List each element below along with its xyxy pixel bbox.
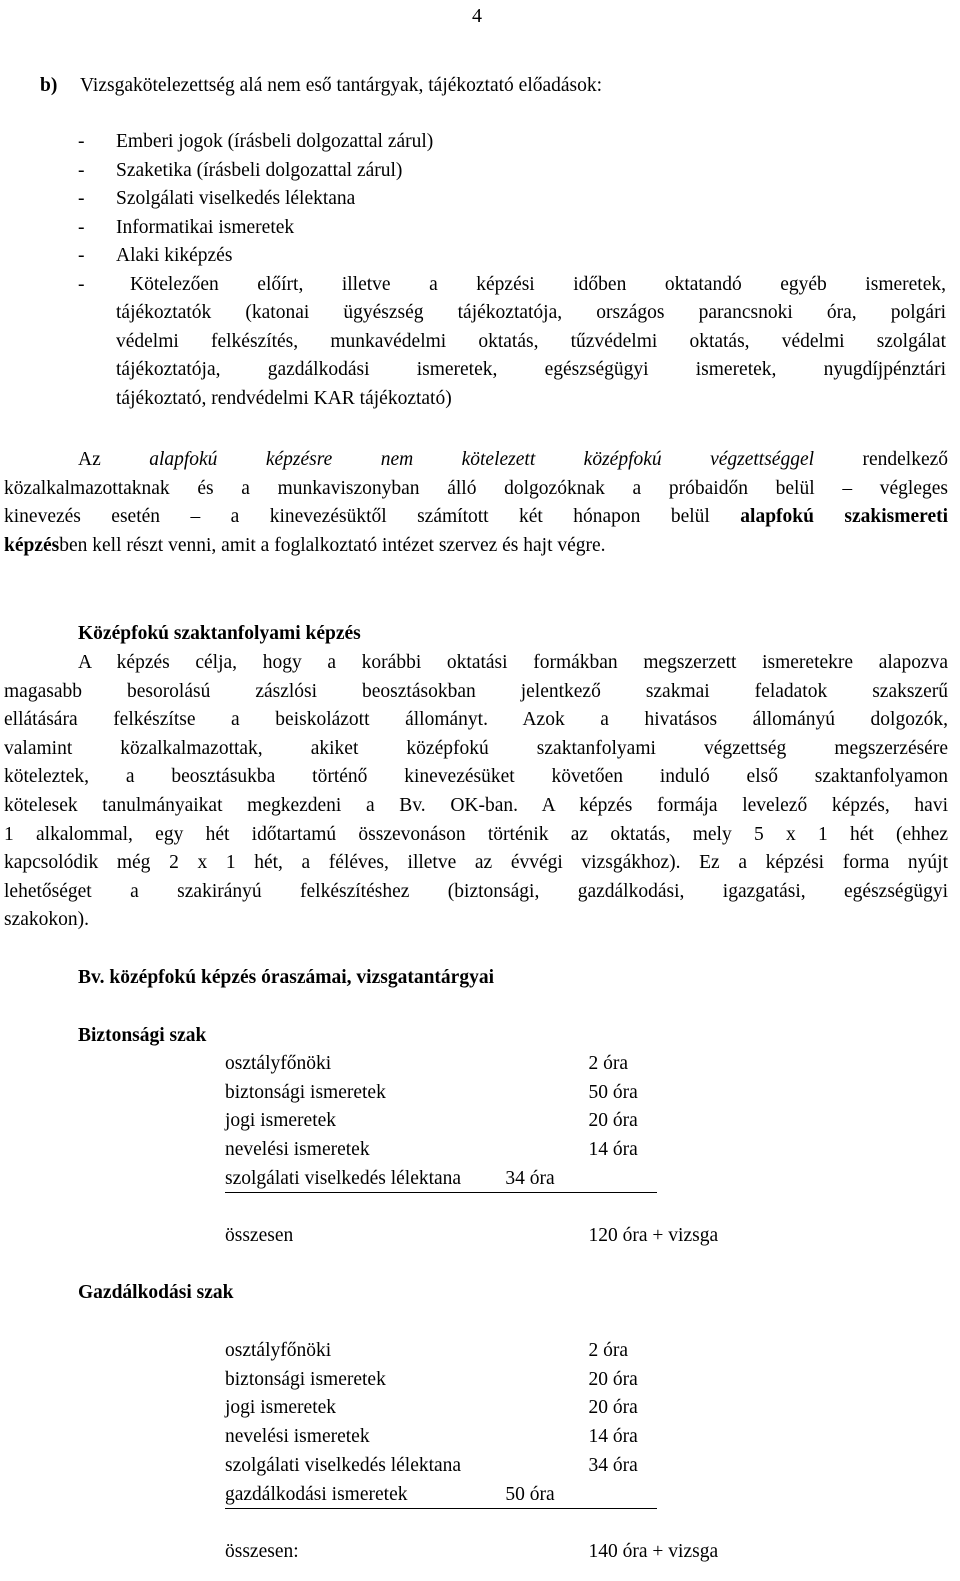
subject-name: gazdálkodási ismeretek xyxy=(225,1484,408,1505)
total-row xyxy=(225,1222,785,1251)
text-line xyxy=(4,503,948,532)
bold-text: képzés xyxy=(4,534,60,556)
list-item xyxy=(78,242,946,271)
table-row xyxy=(225,1366,785,1395)
subject-hours: 20 óra xyxy=(588,1369,638,1390)
subject-hours: 50 óra xyxy=(505,1484,555,1505)
table-row xyxy=(225,1452,785,1481)
list-item-long xyxy=(78,271,946,300)
section-b-title: Vizsgakötelezettség alá nem eső tantárgyak, tájékoztató előadások: xyxy=(80,75,603,96)
subject-name: biztonsági ismeretek xyxy=(225,1082,386,1103)
subject-hours: 34 óra xyxy=(505,1168,555,1189)
text-line: ellátására felkészítse a beiskolázott állományt. Azok a hivatásos állományú dolgozók, xyxy=(4,709,948,731)
bold-text: alapfokú szakismereti xyxy=(740,506,949,528)
subject-name: szolgálati viselkedés lélektana xyxy=(225,1168,462,1189)
text-span: Az xyxy=(78,449,101,470)
table-row xyxy=(225,1107,785,1136)
page-number: 4 xyxy=(472,5,482,27)
total-label: összesen xyxy=(225,1225,294,1246)
text-line: lehetőséget a szakirányú felkészítéshez (biztonsági, gazdálkodási, igazgatási, egészségügyi xyxy=(4,880,948,902)
table-row-underlined xyxy=(225,1481,657,1509)
text-line: tájékoztatója, gazdálkodási ismeretek, egészségügyi ismeretek, nyugdíjpénztári xyxy=(116,359,946,381)
list-item xyxy=(78,157,946,186)
list-item xyxy=(78,185,946,214)
section-heading-kozepfoku: Középfokú szaktanfolyami képzés xyxy=(78,623,361,644)
text-line: közalkalmazottaknak és a munkaviszonyban álló dolgozóknak a próbaidőn belül – végleges xyxy=(4,477,948,499)
italic-text: alapfokú képzésre nem kötelezett középfokú végzettséggel xyxy=(149,449,815,470)
list-item-text: Informatikai ismeretek xyxy=(116,216,295,238)
total-value: 120 óra + vizsga xyxy=(588,1225,719,1246)
table-row xyxy=(225,1394,785,1423)
subject-name: szolgálati viselkedés lélektana xyxy=(225,1455,462,1476)
list-item-continuation xyxy=(116,299,946,413)
text-span: rendelkező xyxy=(862,449,949,470)
table-row xyxy=(225,1337,785,1366)
subject-name: jogi ismeretek xyxy=(225,1110,337,1131)
table-row xyxy=(225,1050,785,1079)
text-line: 1 alkalommal, egy hét időtartamú összevonáson történik az oktatás, mely 5 x 1 hét (ehhez xyxy=(4,823,948,845)
section-b-heading xyxy=(40,72,940,101)
subject-name: nevelési ismeretek xyxy=(225,1426,370,1447)
text-span: kinevezés esetén – a kinevezésüktől számított két hónapon belül xyxy=(4,506,710,528)
text-line: tájékoztató, rendvédelmi KAR tájékoztató) xyxy=(116,387,452,409)
bv-hours-title: Bv. középfokú képzés óraszámai, vizsgatantárgyai xyxy=(78,967,494,988)
subject-name: nevelési ismeretek xyxy=(225,1139,370,1160)
list-dash: - xyxy=(78,245,85,267)
total-value: 140 óra + vizsga xyxy=(588,1541,719,1562)
text-line: kapcsolódik még 2 x 1 hét, a féléves, illetve az évvégi vizsgákhoz). Ez a képzési forma nyújt xyxy=(4,852,948,874)
list-item xyxy=(78,214,946,243)
subject-name: osztályfőnöki xyxy=(225,1053,332,1074)
text-line: valamint közalkalmazottak, akiket középfokú szaktanfolyami végzettség megszerzésére xyxy=(4,737,948,759)
subject-hours: 2 óra xyxy=(588,1053,629,1074)
subject-hours: 20 óra xyxy=(588,1110,638,1131)
list-item xyxy=(78,128,946,157)
subject-hours: 34 óra xyxy=(588,1455,638,1476)
list-item-text: Szolgálati viselkedés lélektana xyxy=(116,188,356,210)
paragraph-kozepfoku xyxy=(4,649,948,935)
text-line: kötelesek tanulmányaikat megkezdeni a Bv. OK-ban. A képzés formája levelező képzés, havi xyxy=(4,794,948,816)
text-line: szakokon). xyxy=(4,909,90,931)
text-line xyxy=(4,532,948,561)
subject-name: biztonsági ismeretek xyxy=(225,1369,386,1390)
table-row xyxy=(225,1423,785,1452)
total-label: összesen: xyxy=(225,1541,299,1562)
subject-name: jogi ismeretek xyxy=(225,1397,337,1418)
text-span: ben kell részt venni, amit a foglalkoztató intézet szervez és hajt végre. xyxy=(59,534,606,556)
list-dash: - xyxy=(78,273,85,295)
paragraph-alapfoku xyxy=(4,446,948,560)
text-line: A képzés célja, hogy a korábbi oktatási formákban megszerzett ismeretekre alapozva xyxy=(78,652,948,673)
subject-hours: 2 óra xyxy=(588,1340,629,1361)
biztonsagi-szak-title: Biztonsági szak xyxy=(78,1025,207,1046)
subject-hours: 14 óra xyxy=(588,1139,638,1160)
list-dash: - xyxy=(78,216,85,238)
subject-name: osztályfőnöki xyxy=(225,1340,332,1361)
total-row xyxy=(225,1538,785,1567)
text-line: magasabb besorolású zászlósi beosztásokban jelentkező szakmai feladatok szakszerű xyxy=(4,680,948,702)
subject-list xyxy=(78,128,946,300)
table-row xyxy=(225,1079,785,1108)
list-item-text: Szaketika (írásbeli dolgozattal zárul) xyxy=(116,159,403,181)
text-line xyxy=(4,446,948,475)
table-row xyxy=(225,1136,785,1165)
table-row-underlined xyxy=(225,1165,657,1193)
subject-hours: 50 óra xyxy=(588,1082,638,1103)
list-item-text: Emberi jogok (írásbeli dolgozattal zárul) xyxy=(116,131,434,152)
section-b-label: b) xyxy=(40,75,58,96)
subject-hours: 20 óra xyxy=(588,1397,638,1418)
subject-hours: 14 óra xyxy=(588,1426,638,1447)
list-dash: - xyxy=(78,159,85,181)
text-line: védelmi felkészítés, munkavédelmi oktatás, tűzvédelmi oktatás, védelmi szolgálat xyxy=(116,330,946,352)
gazdalkodasi-szak-title: Gazdálkodási szak xyxy=(78,1282,234,1303)
text-line: tájékoztatók (katonai ügyészség tájékoztatója, országos parancsnoki óra, polgári xyxy=(116,302,946,323)
list-dash: - xyxy=(78,131,85,152)
list-item-text: Kötelezően előírt, illetve a képzési időben oktatandó egyéb ismeretek, xyxy=(130,273,946,295)
list-dash: - xyxy=(78,188,85,210)
text-line: köteleztek, a beosztásukba történő kinevezésüket követően induló első szaktanfolyamon xyxy=(4,766,948,788)
list-item-text: Alaki kiképzés xyxy=(116,245,233,267)
